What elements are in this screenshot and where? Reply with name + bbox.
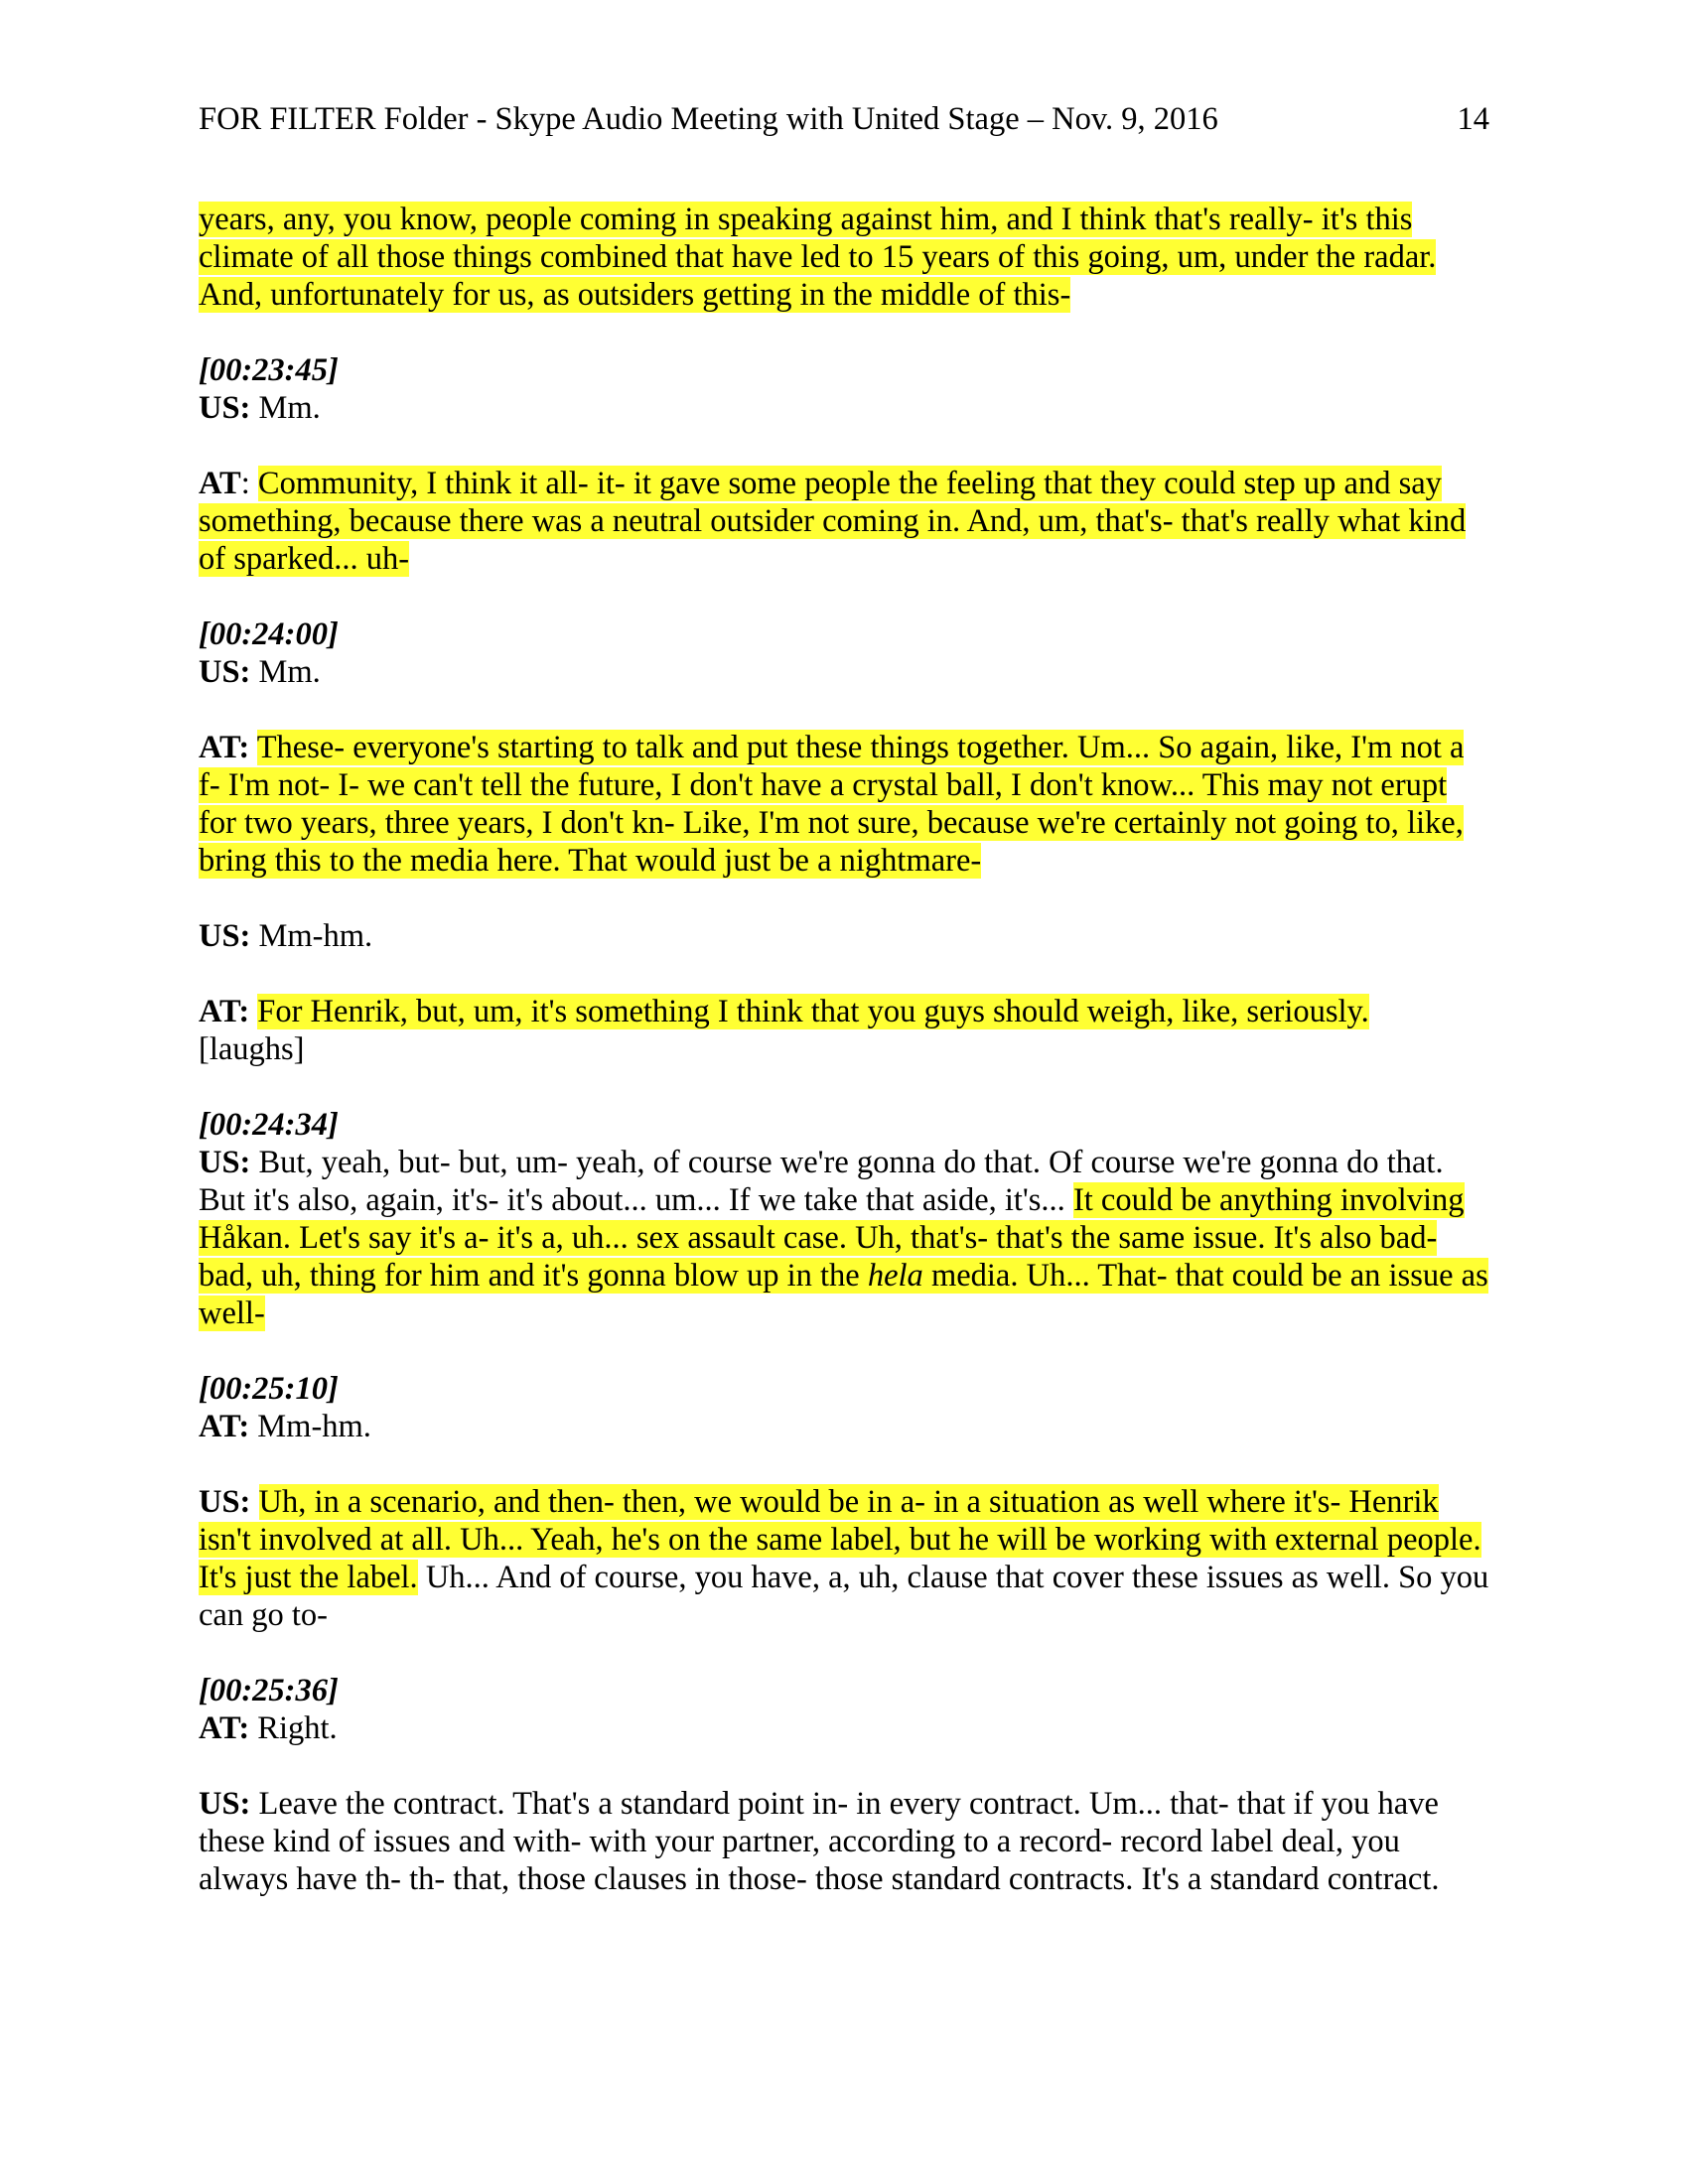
highlighted-text: These- everyone's starting to talk and put these things together. Um... So again, like, I'm not a f- I'm not- I- we can't tell the future, I don't have a crystal ball, I don't know... This may not erupt for two years, three years, I don't kn- Like, I'm not sure, because we're certainly not going to, like, bring this to the media here. That would just be a nightmare- [199, 730, 1465, 879]
transcript-paragraph [199, 465, 1489, 578]
transcript-paragraph [199, 917, 1489, 955]
highlighted-text-part: It could be anything involving Håkan. Let's say it's a- it's a, uh... sex assault case. Uh, that's- that's the same issue. It's also bad- bad, uh, thing for him and it's gonna blow up in the [199, 1182, 1465, 1294]
timestamp: [00:24:34] [199, 1107, 339, 1143]
utterance-text: Right. [249, 1710, 338, 1746]
transcript-paragraph [199, 1370, 1489, 1445]
highlighted-text: Community, I think it all- it- it gave some people the feeling that they could step up and say something, because there was a neutral outsider coming in. And, um, that's- that's really what kind of sparked... uh- [199, 466, 1467, 577]
speaker-label: AT: [199, 1409, 250, 1444]
italic-word: hela [867, 1258, 923, 1294]
transcript-paragraph [199, 729, 1489, 880]
transcript-paragraph [199, 1483, 1489, 1634]
highlighted-text: For Henrik, but, um, it's something I think that you guys should weigh, like, seriously. [257, 994, 1369, 1029]
speaker-label: AT: [199, 730, 250, 765]
utterance-text: Uh... And of course, you have, a, uh, clause that cover these issues as well. So you can go to- [199, 1560, 1489, 1633]
highlighted-text-part: media. Uh... That- that could be an issue as well- [199, 1258, 1488, 1331]
highlighted-text: Uh, in a scenario, and then- then, we would be in a- in a situation as well where it's- Henrik isn't involved at all. Uh... Yeah, he's on the same label, but he will be working with external people. It's just the label. [199, 1484, 1481, 1595]
speaker-label: AT: [199, 1710, 250, 1746]
speaker-label: US: [199, 1786, 251, 1822]
utterance-text: Mm-hm. [250, 918, 373, 954]
speaker-label: US: [199, 1145, 251, 1180]
utterance-text: Mm. [250, 654, 321, 690]
speaker-label: AT: [199, 994, 250, 1029]
transcript-paragraph [199, 993, 1489, 1068]
utterance-text: Leave the contract. That's a standard point in- in every contract. Um... that- that if you have these kind of issues and with- with your partner, according to a record- record label deal, you always have th- th- that, those clauses in those- those standard contracts. It's a standard contract. [199, 1786, 1440, 1897]
speaker-label: US: [199, 390, 251, 426]
transcript-body [199, 201, 1489, 1936]
speaker-label: US: [199, 918, 251, 954]
highlighted-text: years, any, you know, people coming in speaking against him, and I think that's really- it's this climate of all those things combined that have led to 15 years of this going, um, under the radar. And, unfortunately for us, as outsiders getting in the middle of this- [199, 202, 1437, 313]
timestamp: [00:25:10] [199, 1371, 339, 1407]
utterance-text: But, yeah, but- but, um- yeah, of course we're gonna do that. Of course we're gonna do that. But it's also, again, it's- it's about... um... If we take that aside, it's... [199, 1145, 1444, 1218]
utterance-text: Mm. [250, 390, 321, 426]
transcript-paragraph [199, 201, 1489, 314]
speaker-colon: : [240, 466, 250, 501]
speaker-label: US: [199, 654, 251, 690]
timestamp: [00:24:00] [199, 616, 339, 652]
header-title: FOR FILTER Folder - Skype Audio Meeting with United Stage – Nov. 9, 2016 [199, 101, 1218, 137]
speaker-label: AT [199, 466, 241, 501]
speaker-label: US: [199, 1484, 251, 1520]
page-header [199, 100, 1489, 140]
stage-direction: [laughs] [199, 1031, 305, 1067]
page-number: 14 [1457, 101, 1489, 137]
timestamp: [00:23:45] [199, 352, 339, 388]
transcript-paragraph [199, 1106, 1489, 1332]
timestamp: [00:25:36] [199, 1673, 339, 1708]
transcript-paragraph [199, 1785, 1489, 1898]
transcript-paragraph [199, 615, 1489, 691]
utterance-text: Mm-hm. [249, 1409, 371, 1444]
transcript-paragraph [199, 1672, 1489, 1747]
transcript-paragraph [199, 351, 1489, 427]
